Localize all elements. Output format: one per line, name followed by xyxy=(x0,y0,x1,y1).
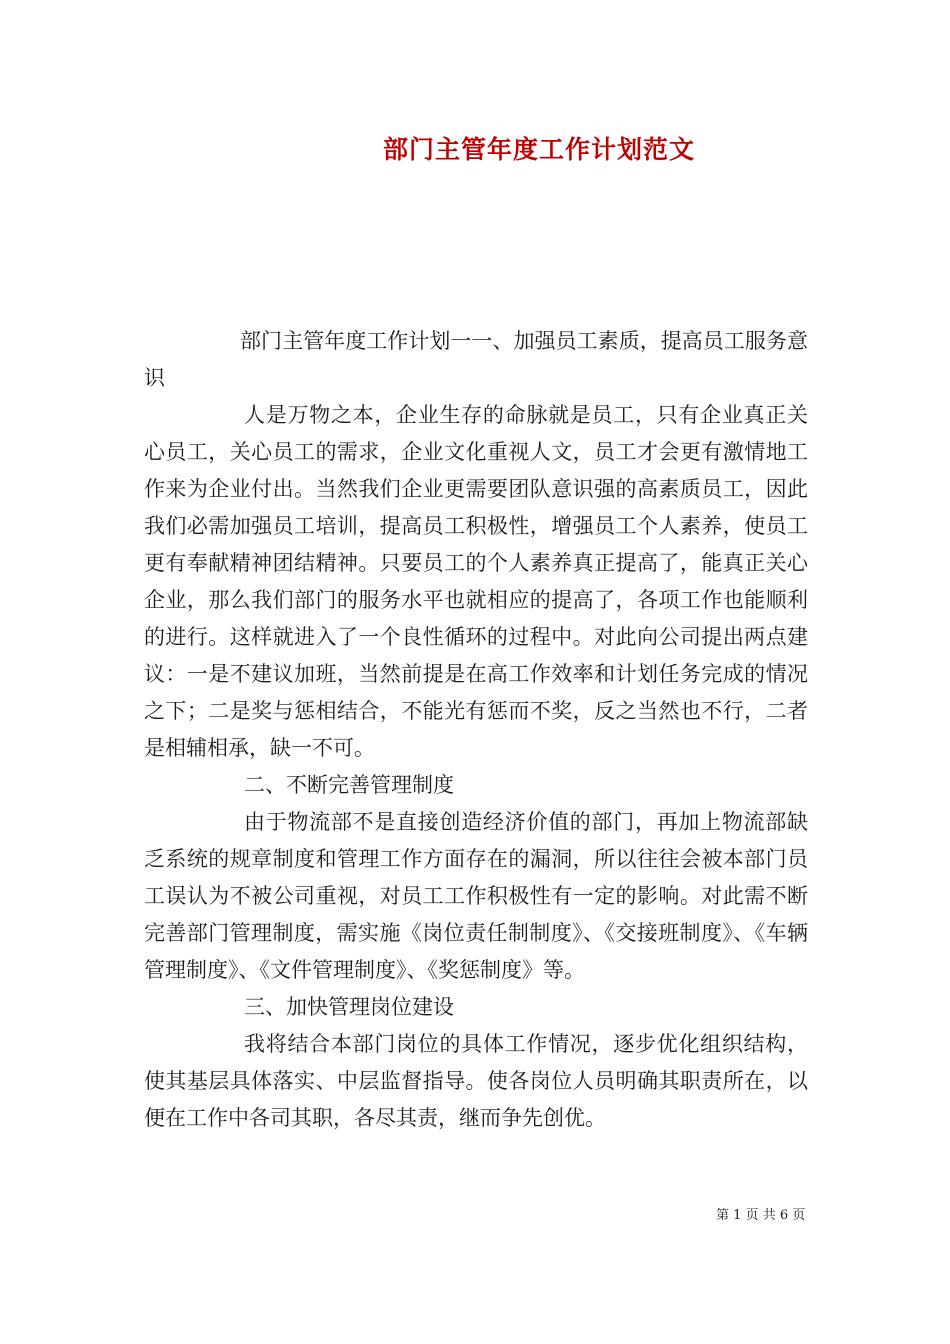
document-title: 部门主管年度工作计划范文 xyxy=(382,135,695,164)
page-label-middle: 页 共 xyxy=(745,1208,776,1223)
paragraph-intro: 部门主管年度工作计划一一、加强员工素质，提高员工服务意识 xyxy=(144,329,808,390)
total-pages-number: 6 xyxy=(779,1208,789,1223)
paragraph-post-construction: 我将结合本部门岗位的具体工作情况，逐步优化组织结构，使其基层具体落实、中层监督指导。使各岗位人员明确其职责所在，以便在工作中各司其职，各尽其责，继而争先创优。 xyxy=(144,1032,808,1130)
page-label-suffix: 页 xyxy=(792,1208,806,1223)
page-footer xyxy=(716,1204,805,1223)
page-label-prefix: 第 xyxy=(716,1208,730,1223)
paragraph-management-system: 由于物流部不是直接创造经济价值的部门，再加上物流部缺乏系统的规章制度和管理工作方面存在的漏洞，所以往往会被本部门员工误认为不被公司重视，对员工工作积极性有一定的影响。对此需不断完善部门管理制度，需实施《岗位责任制制度》、《交接班制度》、《车辆管理制度》、《文件管理制度》、《奖惩制度》等。 xyxy=(144,810,808,982)
section-heading-post-construction: 三、加快管理岗位建设 xyxy=(244,995,454,1019)
section-heading-management-system: 二、不断完善管理制度 xyxy=(244,773,454,797)
document-body xyxy=(144,323,808,1137)
current-page-number: 1 xyxy=(733,1208,742,1223)
paragraph-staff-quality: 人是万物之本，企业生存的命脉就是员工，只有企业真正关心员工，关心员工的需求，企业文化重视人文，员工才会更有激情地工作来为企业付出。当然我们企业更需要团队意识强的高素质员工，因此我们必需加强员工培训，提高员工积极性，增强员工个人素养，使员工更有奉献精神团结精神。只要员工的个人素养真正提高了，能真正关心企业，那么我们部门的服务水平也就相应的提高了，各项工作也能顺利的进行。这样就进入了一个良性循环的过程中。对此向公司提出两点建议：一是不建议加班，当然前提是在高工作效率和计划任务完成的情况之下；二是奖与惩相结合，不能光有惩而不奖，反之当然也不行，二者是相辅相承，缺一不可。 xyxy=(144,403,808,760)
